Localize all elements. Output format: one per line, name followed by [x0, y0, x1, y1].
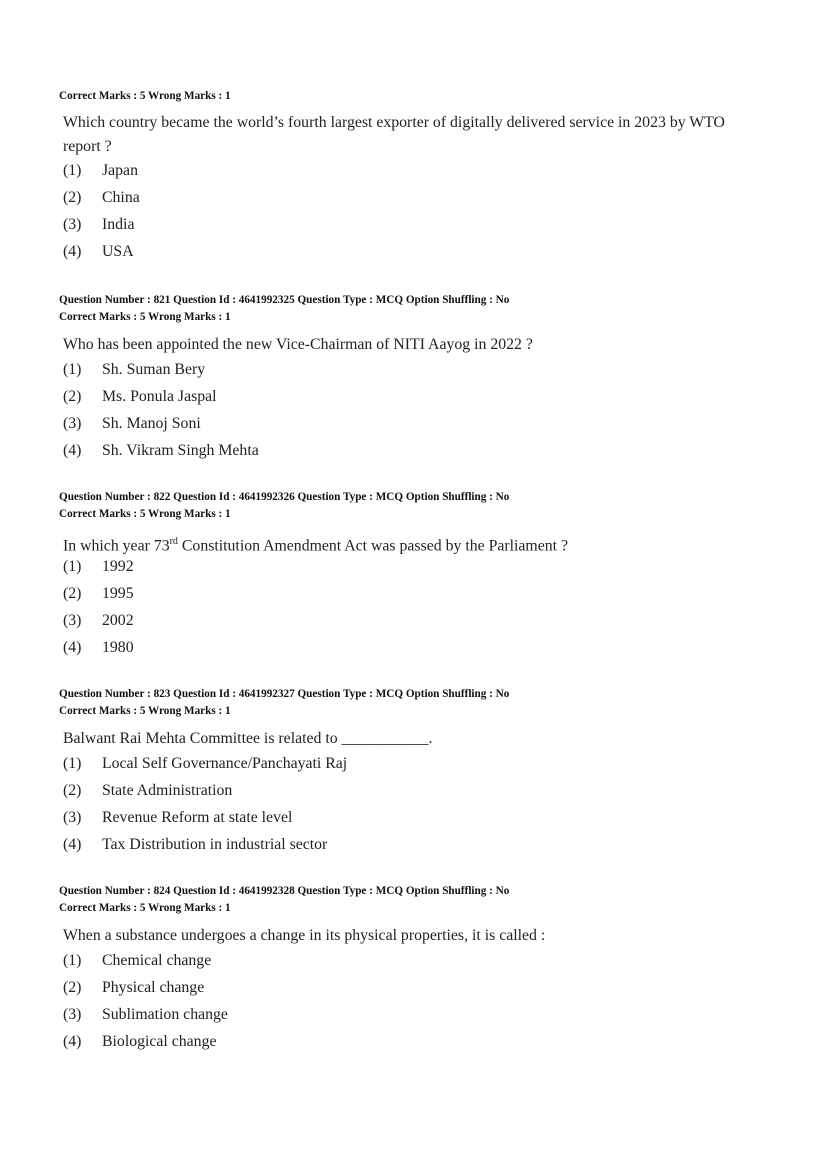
option: [63, 612, 134, 630]
question-text-start: In which year 73: [63, 537, 170, 555]
option-number: (1): [63, 361, 82, 378]
option-number: (2): [63, 782, 82, 799]
option-number: (1): [63, 558, 82, 575]
option: [63, 979, 204, 997]
question-header: Question Number : 823 Question Id : 4641992327 Question Type : MCQ Option Shuffling : No: [59, 688, 510, 700]
option: [63, 1006, 228, 1024]
option-label: Sh. Suman Bery: [102, 361, 206, 378]
option: [63, 442, 259, 460]
option-label: Physical change: [102, 979, 205, 996]
option-label: Sublimation change: [102, 1006, 228, 1023]
option-number: (2): [63, 585, 82, 602]
marks-line: Correct Marks : 5 Wrong Marks : 1: [59, 90, 231, 102]
option-label: Ms. Ponula Jaspal: [102, 388, 217, 405]
option: [63, 558, 134, 576]
option-label: State Administration: [102, 782, 233, 799]
option-number: (2): [63, 388, 82, 405]
marks-line: Correct Marks : 5 Wrong Marks : 1: [59, 508, 231, 520]
marks-line: Correct Marks : 5 Wrong Marks : 1: [59, 705, 231, 717]
option-number: (3): [63, 216, 82, 233]
option-number: (1): [63, 755, 82, 772]
option: [63, 585, 134, 603]
question-text: [63, 530, 753, 558]
option-number: (4): [63, 442, 82, 459]
option: [63, 836, 327, 854]
option-number: (4): [63, 639, 82, 656]
option-label: 2002: [102, 612, 134, 629]
option-label: Japan: [102, 162, 138, 179]
option: [63, 952, 211, 970]
ordinal-suffix: rd: [169, 536, 178, 547]
question-text: Balwant Rai Mehta Committee is related to ___________.: [63, 730, 433, 747]
option: [63, 1033, 217, 1051]
option: [63, 639, 134, 657]
option-label: 1980: [102, 639, 134, 656]
option: [63, 361, 205, 379]
option: [63, 189, 140, 207]
option-label: 1995: [102, 585, 134, 602]
question-text: Who has been appointed the new Vice-Chairman of NITI Aayog in 2022 ?: [63, 336, 533, 353]
option-number: (2): [63, 979, 82, 996]
option-label: Biological change: [102, 1033, 217, 1050]
option-label: USA: [102, 243, 134, 260]
option-label: Sh. Vikram Singh Mehta: [102, 442, 259, 459]
option: [63, 388, 217, 406]
marks-line: Correct Marks : 5 Wrong Marks : 1: [59, 311, 231, 323]
option-number: (4): [63, 243, 82, 260]
option: [63, 415, 201, 433]
option-label: Chemical change: [102, 952, 212, 969]
option-number: (1): [63, 162, 82, 179]
option: [63, 809, 292, 827]
option-label: Local Self Governance/Panchayati Raj: [102, 755, 348, 772]
option-number: (3): [63, 809, 82, 826]
option-label: Tax Distribution in industrial sector: [102, 836, 328, 853]
option: [63, 243, 134, 261]
question-header: Question Number : 824 Question Id : 4641992328 Question Type : MCQ Option Shuffling : No: [59, 885, 510, 897]
option-number: (2): [63, 189, 82, 206]
question-text: When a substance undergoes a change in its physical properties, it is called :: [63, 927, 546, 944]
question-text: Which country became the world’s fourth largest exporter of digitally delivered service in 2023 by WTO report ?: [63, 114, 725, 155]
option-number: (3): [63, 1006, 82, 1023]
option-label: China: [102, 189, 140, 206]
option: [63, 782, 232, 800]
option-label: Sh. Manoj Soni: [102, 415, 201, 432]
option-label: Revenue Reform at state level: [102, 809, 293, 826]
option-label: 1992: [102, 558, 134, 575]
option-number: (3): [63, 612, 82, 629]
option-label: India: [102, 216, 135, 233]
option: [63, 755, 347, 773]
option-number: (4): [63, 1033, 82, 1050]
marks-line: Correct Marks : 5 Wrong Marks : 1: [59, 902, 231, 914]
question-header: Question Number : 821 Question Id : 4641992325 Question Type : MCQ Option Shuffling : No: [59, 294, 510, 306]
option: [63, 216, 134, 234]
option-number: (1): [63, 952, 82, 969]
question-header: Question Number : 822 Question Id : 4641992326 Question Type : MCQ Option Shuffling : No: [59, 491, 510, 503]
option-number: (4): [63, 836, 82, 853]
option-number: (3): [63, 415, 82, 432]
question-text-end: Constitution Amendment Act was passed by the Parliament ?: [177, 537, 568, 555]
option: [63, 162, 138, 180]
